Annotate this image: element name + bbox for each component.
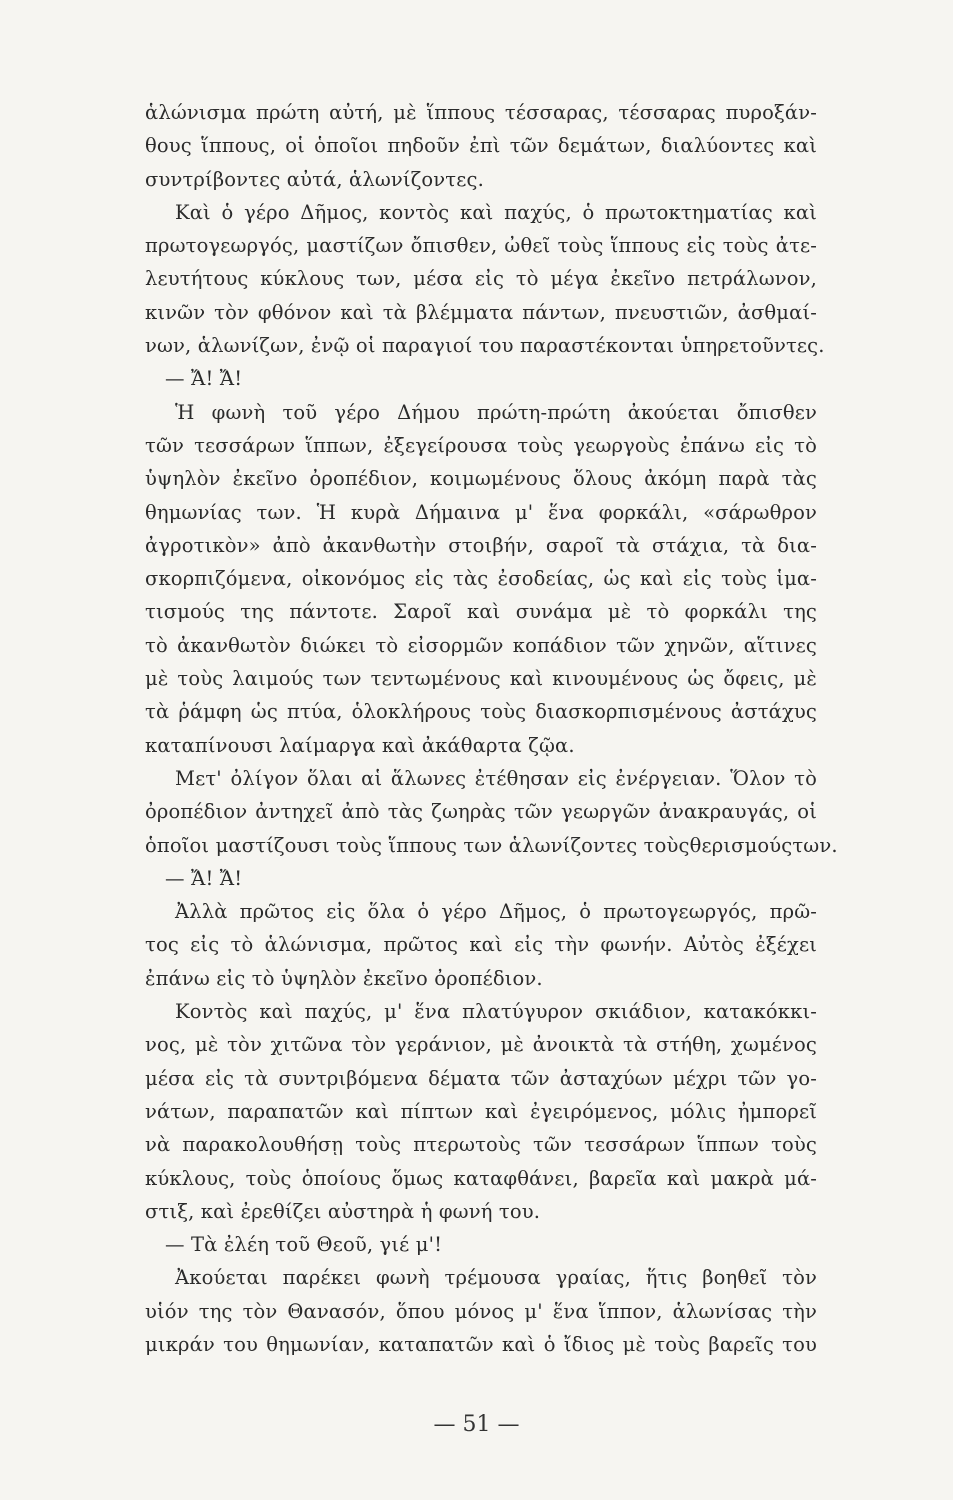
text-line: μικράν του θημωνίαν, καταπατῶν καὶ ὁ ἴδιος μὲ τοὺς βαρεῖς του: [145, 1332, 817, 1356]
text-line: ἐπάνω εἰς τὸ ὑψηλὸν ἐκεῖνο ὀροπέδιον.: [145, 966, 543, 990]
page-body: [145, 96, 838, 1361]
text-line: Ἡ φωνὴ τοῦ γέρο Δήμου πρώτη-πρώτη ἀκούεται ὄπισθεν: [175, 400, 817, 424]
text-line: θημωνίας των. Ἡ κυρὰ Δήμαινα μ' ἕνα φορκάλι, «σάρωθρον: [145, 500, 817, 524]
text-line: τὸ ἀκανθωτὸν διώκει τὸ εἰσορμῶν κοπάδιον τῶν χηνῶν, αἵτινες: [145, 633, 817, 657]
text-line: — Ἄ! Ἄ!: [165, 367, 243, 391]
text-line: ὀροπέδιον ἀντηχεῖ ἀπὸ τὰς ζωηρὰς τῶν γεωργῶν ἀνακραυγάς, οἱ: [145, 800, 817, 824]
text-line: νος, μὲ τὸν χιτῶνα τὸν γεράνιον, μὲ ἀνοικτὰ τὰ στήθη, χωμένος: [145, 1033, 817, 1057]
text-line: ὑψηλὸν ἐκεῖνο ὀροπέδιον, κοιμωμένους ὅλους ἀκόμη παρὰ τὰς: [145, 467, 817, 491]
text-line: — Ἄ! Ἄ!: [165, 866, 243, 890]
text-line: λευτήτους κύκλους των, μέσα εἰς τὸ μέγα ἐκεῖνο πετράλωνον,: [145, 267, 817, 291]
text-line: τῶν τεσσάρων ἵππων, ἐξεγείρουσα τοὺς γεωργοὺς ἐπάνω εἰς τὸ: [145, 433, 817, 457]
text-line: τος εἰς τὸ ἁλώνισμα, πρῶτος καὶ εἰς τὴν φωνήν. Αὐτὸς ἐξέχει: [145, 933, 817, 957]
text-line: Καὶ ὁ γέρο Δῆμος, κοντὸς καὶ παχύς, ὁ πρωτοκτηματίας καὶ: [175, 200, 817, 224]
text-line: υἱόν της τὸν Θανασόν, ὅπου μόνος μ' ἕνα ἵππον, ἁλωνίσας τὴν: [145, 1299, 817, 1323]
text-line: τισμούς της πάντοτε. Σαροῖ καὶ συνάμα μὲ τὸ φορκάλι της: [145, 600, 817, 624]
text-line: Ἀκούεται παρέκει φωνὴ τρέμουσα γραίας, ἥτις βοηθεῖ τὸν: [175, 1266, 817, 1290]
text-line: μὲ τοὺς λαιμούς των τεντωμένους καὶ κινουμένους ὡς ὄφεις, μὲ: [145, 667, 817, 691]
text-line: καταπίνουσι λαίμαργα καὶ ἀκάθαρτα ζῷα.: [145, 733, 575, 757]
text-line: ἀγροτικὸν» ἀπὸ ἀκανθωτὴν στοιβήν, σαροῖ τὰ στάχια, τὰ δια-: [145, 533, 817, 557]
text-line: νάτων, παραπατῶν καὶ πίπτων καὶ ἐγειρόμενος, μόλις ἠμπορεῖ: [145, 1099, 817, 1123]
text-line: μέσα εἰς τὰ συντριβόμενα δέματα τῶν ἀσταχύων μέχρι τῶν γο-: [145, 1066, 817, 1090]
text-line: Κοντὸς καὶ παχύς, μ' ἕνα πλατύγυρον σκιάδιον, κατακόκκι-: [175, 1000, 817, 1024]
text-line: σκορπιζόμενα, οἰκονόμος εἰς τὰς ἐσοδείας, ὡς καὶ εἰς τοὺς ἱμα-: [145, 567, 817, 591]
text-line: στιξ, καὶ ἐρεθίζει αὐστηρὰ ἡ φωνή του.: [145, 1199, 541, 1223]
text-line: πρωτογεωργός, μαστίζων ὄπισθεν, ὠθεῖ τοὺς ἵππους εἰς τοὺς ἀτε-: [145, 234, 817, 258]
text-line: τὰ ῥάμφη ὡς πτύα, ὁλοκλήρους τοὺς διασκορπισμένους ἀστάχυς: [145, 700, 817, 724]
page-number: — 51 —: [433, 1412, 520, 1437]
text-line: συντρίβοντες αὐτά, ἁλωνίζοντες.: [145, 167, 484, 191]
text-line: Ἀλλὰ πρῶτος εἰς ὅλα ὁ γέρο Δῆμος, ὁ πρωτογεωργός, πρῶ-: [175, 900, 817, 924]
text-line: ὁποῖοι μαστίζουσι τοὺς ἵππους των ἁλωνίζοντες τοὺςθερισμούςτων.: [145, 833, 838, 857]
text-line: — Τὰ ἐλέη τοῦ Θεοῦ, γιέ μ'!: [165, 1233, 443, 1257]
text-line: θους ἵππους, οἱ ὁποῖοι πηδοῦν ἐπὶ τῶν δεμάτων, διαλύοντες καὶ: [145, 134, 817, 158]
text-line: Μετ' ὀλίγον ὅλαι αἱ ἅλωνες ἐτέθησαν εἰς ἐνέργειαν. Ὅλον τὸ: [175, 766, 817, 790]
text-line: κινῶν τὸν φθόνον καὶ τὰ βλέμματα πάντων, πνευστιῶν, ἀσθμαί-: [145, 300, 817, 324]
text-line: ἁλώνισμα πρώτη αὐτή, μὲ ἵππους τέσσαρας, τέσσαρας πυροξάν-: [145, 101, 817, 124]
text-line: κύκλους, τοὺς ὁποίους ὅμως καταφθάνει, βαρεῖα καὶ μακρὰ μά-: [145, 1166, 817, 1190]
text-line: νὰ παρακολουθήσῃ τοὺς πτερωτοὺς τῶν τεσσάρων ἵππων τοὺς: [145, 1133, 817, 1157]
text-line: νων, ἁλωνίζων, ἐνῷ οἱ παραγιοί του παραστέκονται ὑπηρετοῦντες.: [145, 334, 825, 358]
